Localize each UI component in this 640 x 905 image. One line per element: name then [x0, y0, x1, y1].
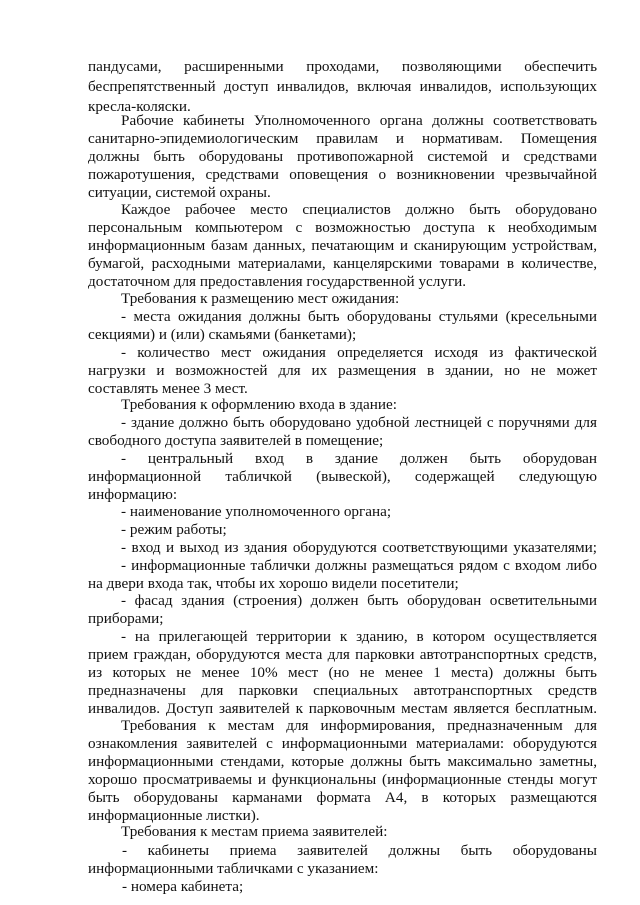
text-line: - кабинеты приема заявителей должны быть оборудованы — [122, 842, 597, 859]
text-line: предназначены для парковки специальных автотранспортных средств — [88, 682, 597, 699]
text-line: - вход и выход из здания оборудуются соответствующими указателями; — [121, 539, 597, 556]
text-line: Требования к размещению мест ожидания: — [121, 290, 400, 307]
text-line: Требования к местам для информирования, предназначенным для — [121, 717, 597, 734]
text-line: приборами; — [88, 610, 164, 627]
text-line: - центральный вход в здание должен быть оборудован — [121, 450, 597, 467]
text-line: - на прилегающей территории к зданию, в котором осуществляется — [121, 628, 597, 645]
text-line: - режим работы; — [121, 521, 227, 538]
text-line: ситуации, системой охраны. — [88, 184, 271, 201]
text-line: Каждое рабочее место специалистов должно быть оборудовано — [121, 201, 597, 218]
text-line: свободного доступа заявителей в помещение; — [88, 432, 384, 449]
text-line: - наименование уполномоченного органа; — [121, 503, 392, 520]
text-line: составлять менее 3 мест. — [88, 380, 248, 397]
text-line: Требования к местам приема заявителей: — [121, 823, 388, 840]
text-line: Требования к оформлению входа в здание: — [121, 396, 397, 413]
text-line: - информационные таблички должны размещаться рядом с входом либо — [121, 557, 597, 574]
text-line: информационными стендами, которые должны быть максимально заметны, — [88, 753, 597, 770]
text-line: информационные листки). — [88, 807, 260, 824]
text-line: секциями) и (или) скамьями (банкетами); — [88, 326, 357, 343]
text-line: информационной табличкой (вывеской), содержащей следующую — [88, 468, 597, 485]
text-line: информацию: — [88, 486, 178, 503]
text-line: инвалидов. Доступ заявителей к парковочным местам является бесплатным. — [88, 700, 597, 717]
text-line: из которых не менее 10% мест (но не менее 1 места) должны быть — [88, 664, 597, 681]
text-line: пожаротушения, средствами оповещения о возникновении чрезвычайной — [88, 166, 597, 183]
text-line: - места ожидания должны быть оборудованы стульями (кресельными — [121, 308, 597, 325]
text-line: бумагой, расходными материалами, канцелярскими товарами в количестве, — [88, 255, 597, 272]
text-line: должны быть оборудованы противопожарной системой и средствами — [88, 148, 597, 165]
text-line: санитарно-эпидемиологическим правилам и нормативам. Помещения — [88, 130, 597, 147]
text-line: информационными табличками с указанием: — [88, 860, 379, 877]
text-line: беспрепятственный доступ инвалидов, включая инвалидов, использующих — [88, 78, 597, 95]
text-line: на двери входа так, чтобы их хорошо видели посетители; — [88, 575, 459, 592]
text-line: - количество мест ожидания определяется исходя из фактической — [121, 344, 597, 361]
text-line: нагрузки и возможностей для их размещения в здании, но не может — [88, 362, 597, 379]
text-line: информационным базам данных, печатающим и сканирующим устройствам, — [88, 237, 597, 254]
text-line: достаточном для предоставления государственной услуги. — [88, 273, 467, 290]
text-line: персональным компьютером с возможностью доступа к необходимым — [88, 219, 597, 236]
text-line: кресла-коляски. — [88, 98, 191, 115]
text-line: ознакомления заявителей с информационными материалами: оборудуются — [88, 735, 597, 752]
text-line: пандусами, расширенными проходами, позволяющими обеспечить — [88, 58, 597, 75]
text-line: - фасад здания (строения) должен быть оборудован осветительными — [121, 592, 597, 609]
text-line: хорошо просматриваемы и функциональны (информационные стенды могут — [88, 771, 597, 788]
text-line: прием граждан, оборудуются места для парковки автотранспортных средств, — [88, 646, 597, 663]
text-line: - номера кабинета; — [122, 878, 244, 895]
text-line: Рабочие кабинеты Уполномоченного органа должны соответствовать — [121, 112, 597, 129]
text-line: - здание должно быть оборудовано удобной лестницей с поручнями для — [121, 414, 597, 431]
text-line: быть оборудованы карманами формата А4, в которых размещаются — [88, 789, 597, 806]
